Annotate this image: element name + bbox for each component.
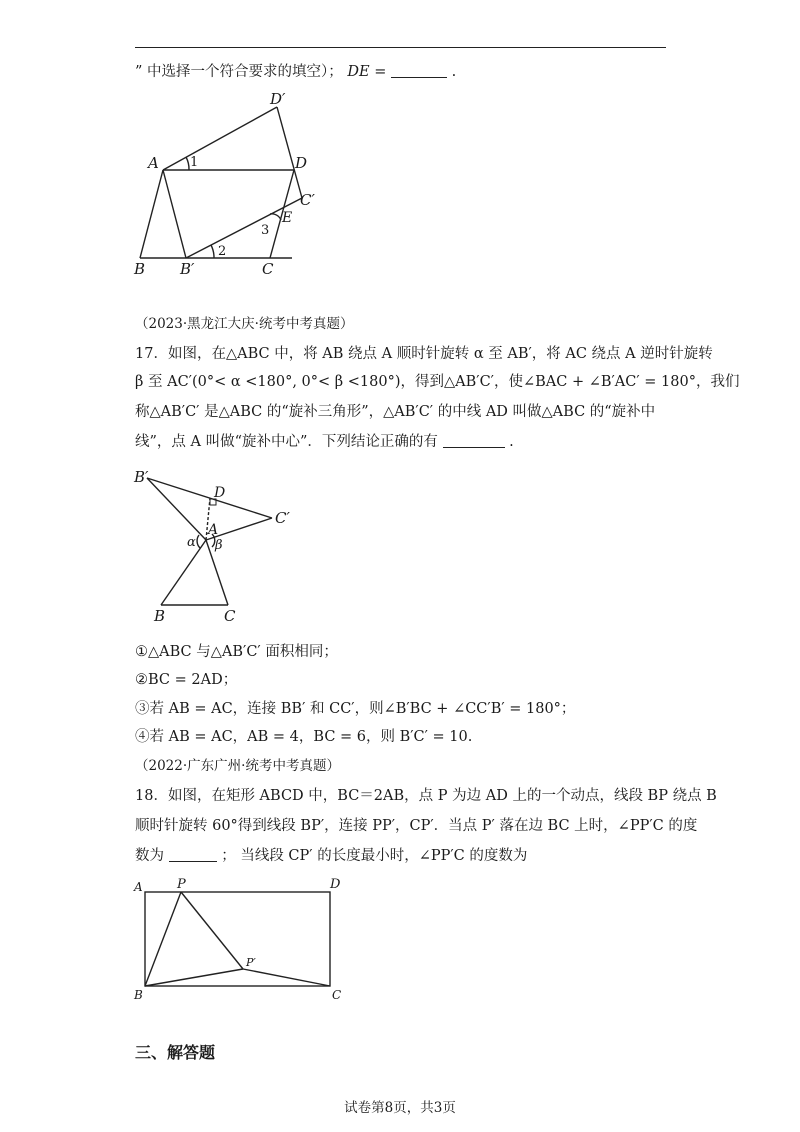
q16-tail-text: ” 中选择一个符合要求的填空）； xyxy=(135,64,343,80)
page-footer: 试卷第8页，共3页 xyxy=(344,1100,456,1116)
q18-line3-a: 数为 xyxy=(135,848,164,864)
q18-source: （2022·广东广州·统考中考真题） xyxy=(135,758,340,774)
q16-answer-label: DE = xyxy=(347,64,387,80)
q18-seg-PB xyxy=(145,892,181,986)
q18-line1: 18．如图，在矩形 ABCD 中，BC＝2AB，点 P 为边 AD 上的一个动点，线段 BP 绕点 B xyxy=(135,788,717,804)
q16-label-D: D xyxy=(295,154,308,172)
q18-label-C: C xyxy=(332,988,342,1002)
q17-line4: 线”，点 A 叫做“旋补中心”．下列结论正确的有 xyxy=(135,434,438,450)
q16-angle3-label: 3 xyxy=(261,223,270,238)
q16-label-Bp: B′ xyxy=(180,260,195,278)
q17-label-C: C xyxy=(224,607,236,625)
q16-period: . xyxy=(451,64,457,80)
q18-label-A: A xyxy=(134,880,143,894)
q16-label-Cp: C′ xyxy=(300,191,315,209)
q17-label-Cp: C′ xyxy=(275,509,290,527)
section-title: 三、解答题 xyxy=(135,1043,216,1062)
q17-option-1: ①△ABC 与△AB′C′ 面积相同； xyxy=(135,644,338,660)
q16-angle2-label: 2 xyxy=(218,244,227,259)
q17-option-2: ②BC = 2AD； xyxy=(135,672,238,688)
q18-line2: 顺时针旋转 60°得到线段 BP′，连接 PP′，CP′．当点 P′ 落在边 BC 上时，∠PP′C 的度 xyxy=(135,818,698,834)
q17-label-B: B xyxy=(154,607,166,625)
q17-label-beta: β xyxy=(215,538,223,553)
q17-option-4: ④若 AB = AC，AB = 4，BC = 6，则 B′C′ = 10. xyxy=(135,729,473,745)
q16-label-A: A xyxy=(148,154,159,172)
q17-option-3: ③若 AB = AC，连接 BB′ 和 CC′，则∠B′BC + ∠CC′B′ = 180°； xyxy=(135,701,576,717)
q18-rect-ABCD xyxy=(145,892,330,986)
q16-label-C: C xyxy=(262,260,274,278)
q17-label-Bp: B′ xyxy=(134,468,149,486)
q16-label-Dp: D′ xyxy=(270,90,286,108)
q17-line4-end: . xyxy=(509,434,514,450)
q18-seg-BPp xyxy=(145,969,243,986)
q17-label-alpha: α xyxy=(187,535,196,550)
q17-line3: 称△AB′C′ 是△ABC 的“旋补三角形”，△AB′C′ 的中线 AD 叫做△ABC 的“旋补中 xyxy=(135,404,656,420)
q18-label-D: D xyxy=(330,877,341,892)
q18-label-B: B xyxy=(134,988,143,1002)
q16-angle1-label: 1 xyxy=(190,155,199,170)
q18-seg-PPp xyxy=(181,892,243,969)
q17-line2: β 至 AC′(0°< α <180°, 0°< β <180°)，得到△AB′C′，使∠BAC + ∠B′AC′ = 180°，我们 xyxy=(135,374,740,390)
q16-label-E: E xyxy=(282,210,293,226)
q17-line1: 17．如图，在△ABC 中，将 AB 绕点 A 顺时针旋转 α 至 AB′，将 AC 绕点 A 逆时针旋转 xyxy=(135,346,713,362)
q18-seg-PpC xyxy=(243,969,330,986)
q16-label-B: B xyxy=(134,260,146,278)
q18-label-Pp: P′ xyxy=(246,956,256,969)
q17-source: （2023·黑龙江大庆·统考中考真题） xyxy=(135,316,354,332)
q17-label-A: A xyxy=(208,522,219,538)
q18-label-P: P xyxy=(177,877,186,892)
q18-line3-b: ； 当线段 CP′ 的长度最小时，∠PP′C 的度数为 xyxy=(221,848,528,864)
q17-label-D: D xyxy=(214,485,226,501)
